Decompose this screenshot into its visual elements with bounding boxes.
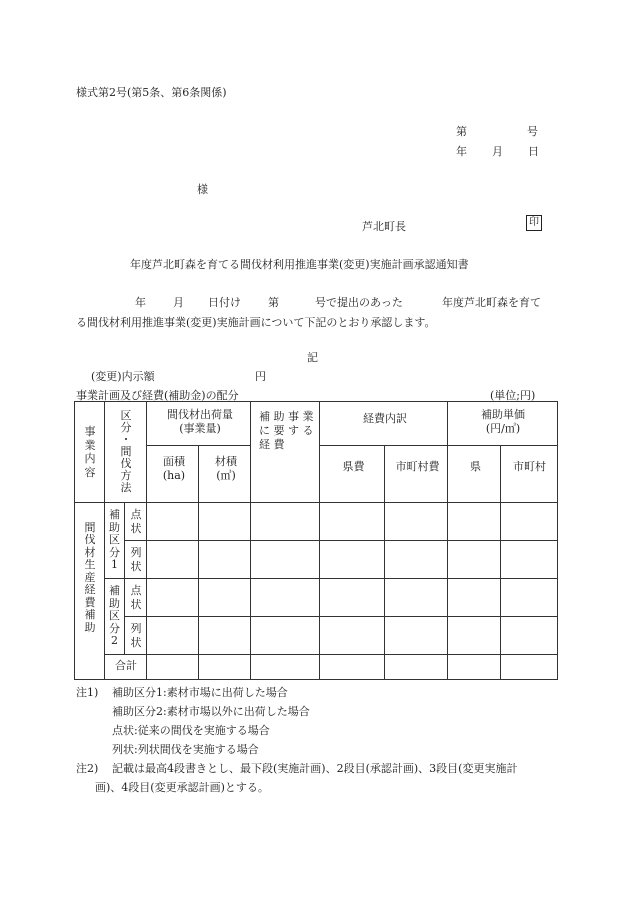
tenjo2-label: 点 状: [130, 584, 142, 611]
table-cell: [448, 655, 501, 680]
note2-line-b: 画)、4段目(変更承認計画)とする。: [95, 781, 269, 794]
naiji-label: (変更)内示額: [91, 370, 155, 383]
table-cell: [385, 579, 448, 617]
table-cell: [320, 503, 385, 541]
table-cell: [320, 655, 385, 680]
header-hojo-keihi: 補 助 事 業 に 要 す る 経 費: [259, 410, 314, 451]
header-shichoson: 市町村: [513, 460, 546, 473]
header-keihi-uchiwake: 経費内訳: [363, 412, 407, 425]
table-cell: [251, 617, 320, 655]
form-number: 様式第2号(第5条、第6条関係): [76, 86, 227, 99]
header-cell-shichoson: [501, 446, 558, 503]
table-cell: [448, 579, 501, 617]
ki-heading: 記: [307, 351, 318, 364]
table-cell: [448, 617, 501, 655]
table-cell: [147, 541, 199, 579]
header-menseki: 面積 (ha): [162, 455, 186, 482]
body-month: 月: [173, 296, 184, 309]
issuer-name: 芦北町長: [362, 220, 406, 233]
table-cell: [320, 579, 385, 617]
table-cell: [199, 579, 251, 617]
retsujo2-label: 列 状: [130, 622, 142, 649]
total-label: 合計: [115, 659, 137, 672]
year-label: 年: [456, 145, 467, 158]
table-cell: [385, 617, 448, 655]
body-dai: 第: [268, 296, 279, 309]
table-cell: [199, 541, 251, 579]
table-cell: [385, 541, 448, 579]
body-line-2: る間伐材利用推進事業(変更)実施計画について下記のとおり承認します。: [76, 316, 436, 329]
table-cell: [448, 541, 501, 579]
note1-line-b: 補助区分2:素材市場以外に出荷した場合: [112, 705, 310, 718]
addressee-sama: 様: [197, 183, 208, 196]
table-cell: [147, 503, 199, 541]
table-cell: [320, 617, 385, 655]
header-shukka: 間伐材出荷量 (事業量): [167, 408, 233, 435]
note1-line-c: 点状:従来の間伐を実施する場合: [112, 724, 270, 737]
document-title: 年度芦北町森を育てる間伐材利用推進事業(変更)実施計画承認通知書: [130, 258, 469, 271]
header-ken: 県: [470, 460, 481, 473]
table-cell: [251, 503, 320, 541]
section-unit: (単位;円): [490, 389, 536, 402]
table-cell: [501, 655, 558, 680]
body-go: 号で提出のあった: [315, 296, 403, 309]
header-cell-kenpi: [320, 446, 385, 503]
table-cell: [199, 655, 251, 680]
table-cell: [199, 617, 251, 655]
table-cell: [501, 617, 558, 655]
kubun2-label: 補 助 区 分 2: [109, 584, 120, 648]
table-cell: [385, 503, 448, 541]
table-cell: [147, 617, 199, 655]
dai-label: 第: [456, 125, 467, 138]
table-cell: [501, 503, 558, 541]
table-cell: [448, 503, 501, 541]
table-cell: [320, 541, 385, 579]
header-kenpi: 県費: [342, 460, 365, 473]
body-date: 日付け: [208, 296, 241, 309]
header-kubun: 区 分 ・ 間 伐 方 法: [120, 409, 132, 494]
header-cell-shichosonhi: [385, 446, 448, 503]
table-cell: [385, 655, 448, 680]
header-zaiseki: 材積 (㎥): [215, 455, 237, 482]
section-label: 事業計画及び経費(補助金)の配分: [76, 389, 239, 402]
table-cell: [147, 655, 199, 680]
note2-label: 注2): [76, 762, 99, 775]
header-cell-ken: [448, 446, 501, 503]
header-tanka: 補助単価 (円/㎥): [481, 408, 525, 435]
body-year-tail: 年度芦北町森を育て: [442, 296, 541, 309]
naiji-unit: 円: [255, 370, 266, 383]
row-group-label: 間 伐 材 生 産 経 費 補 助: [84, 520, 96, 634]
note2-line-a: 記載は最高4段書きとし、最下段(実施計画)、2段目(承認計画)、3段目(変更実施計: [112, 762, 518, 775]
body-year: 年: [135, 296, 146, 309]
month-label: 月: [492, 145, 503, 158]
table-cell: [147, 579, 199, 617]
seal-mark: 印: [526, 215, 542, 231]
go-label: 号: [527, 125, 538, 138]
note1-line-a: 補助区分1:素材市場に出荷した場合: [112, 686, 288, 699]
note1-label: 注1): [76, 686, 99, 699]
table-cell: [251, 541, 320, 579]
retsujo1-label: 列 状: [130, 546, 142, 573]
tenjo1-label: 点 状: [130, 508, 142, 535]
table-cell: [251, 579, 320, 617]
header-shichosonhi: 市町村費: [395, 460, 440, 473]
header-jigyou-naiyou: 事 業 内 容: [84, 425, 96, 479]
table-cell: [501, 541, 558, 579]
note1-line-d: 列状:列状間伐を実施する場合: [112, 743, 259, 756]
table-cell: [251, 655, 320, 680]
table-cell: [501, 579, 558, 617]
day-label: 日: [528, 145, 539, 158]
kubun1-label: 補 助 区 分 1: [109, 508, 120, 572]
table-cell: [199, 503, 251, 541]
